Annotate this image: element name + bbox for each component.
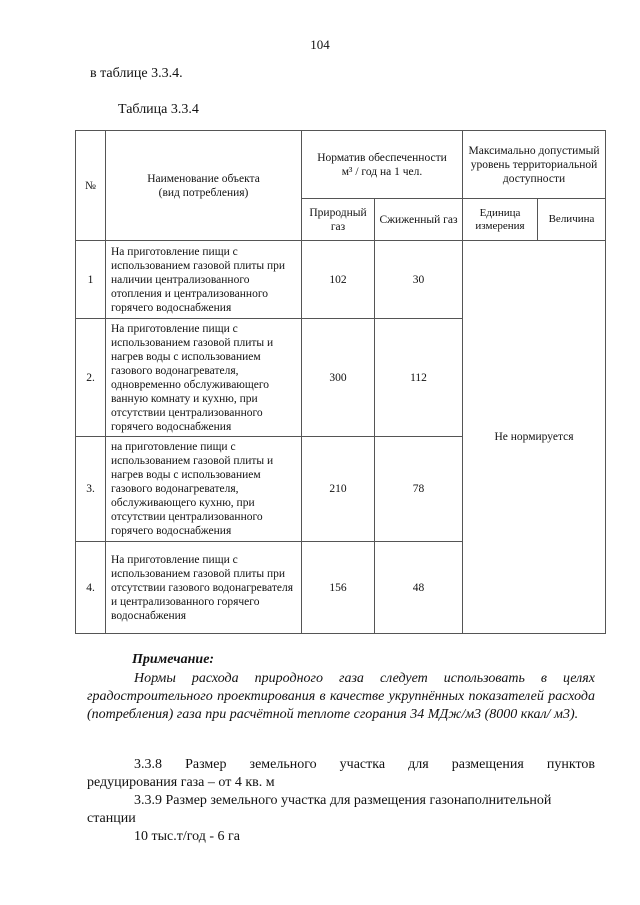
paragraph-3-3-9-value: 10 тыс.т/год - 6 га xyxy=(134,829,240,844)
header-num: № xyxy=(76,131,106,241)
row-name: на приготовление пищи с использованием газовой плиты и нагрев воды с использованием газового водонагревателя, обслуживающего кухню, при отсутствии централизованного горячего водоснабжения xyxy=(106,437,302,542)
norms-table xyxy=(75,130,606,634)
page-number: 104 xyxy=(310,37,330,52)
paragraph-3-3-8-continued: редуцирования газа – от 4 кв. м xyxy=(87,775,275,790)
row-name: На приготовление пищи с использованием газовой плиты и нагрев воды с использованием газового водонагревателя, одновременно обслуживающего ванную комнату и кухню, при отсутствии централизованного горячего водоснабжения xyxy=(106,319,302,437)
paragraph-3-3-8: 3.3.8 Размер земельного участка для размещения пунктов xyxy=(134,757,595,772)
header-object-name: Наименование объекта (вид потребления) xyxy=(106,131,302,241)
table-row xyxy=(76,241,606,319)
header-liquefied-gas: Сжиженный газ xyxy=(375,199,463,241)
header-natural-gas: Природный газ xyxy=(302,199,375,241)
paragraph-3-3-9: 3.3.9 Размер земельного участка для размещения газонаполнительной станции xyxy=(87,793,552,826)
row-name: На приготовление пищи с использованием газовой плиты при наличии централизованного отопления и централизованного горячего водоснабжения xyxy=(106,241,302,319)
row-liquefied: 112 xyxy=(375,319,463,437)
row-name: На приготовление пищи с использованием газовой плиты при отсутствии газового водонагревателя и централизованного горячего водоснабжения xyxy=(106,542,302,634)
row-liquefied: 30 xyxy=(375,241,463,319)
note-text: Нормы расхода природного газа следует использовать в целях градостроительного проектирования в качестве укрупнённых показателей расхода (потребления) газа при расчётной теплоте сгорания 34 МДж/м3 (8000 ккал/ м3). xyxy=(87,671,595,722)
row-num: 1 xyxy=(76,241,106,319)
header-row-1 xyxy=(76,131,606,199)
intro-text: в таблице 3.3.4. xyxy=(90,66,183,81)
header-max-level: Максимально допустимый уровень территориальной доступности xyxy=(463,131,606,199)
row-num: 2. xyxy=(76,319,106,437)
not-normed-cell: Не нормируется xyxy=(463,241,606,634)
row-num: 4. xyxy=(76,542,106,634)
row-num: 3. xyxy=(76,437,106,542)
header-unit: Единица измерения xyxy=(463,199,538,241)
note-title: Примечание: xyxy=(132,652,215,667)
table-caption: Таблица 3.3.4 xyxy=(118,102,199,117)
row-liquefied: 78 xyxy=(375,437,463,542)
row-natural: 102 xyxy=(302,241,375,319)
row-natural: 210 xyxy=(302,437,375,542)
header-value: Величина xyxy=(538,199,606,241)
row-natural: 156 xyxy=(302,542,375,634)
row-natural: 300 xyxy=(302,319,375,437)
header-norm xyxy=(302,131,463,199)
row-liquefied: 48 xyxy=(375,542,463,634)
header-norm-text: Норматив обеспеченности м³ / год на 1 чел. xyxy=(317,151,447,178)
